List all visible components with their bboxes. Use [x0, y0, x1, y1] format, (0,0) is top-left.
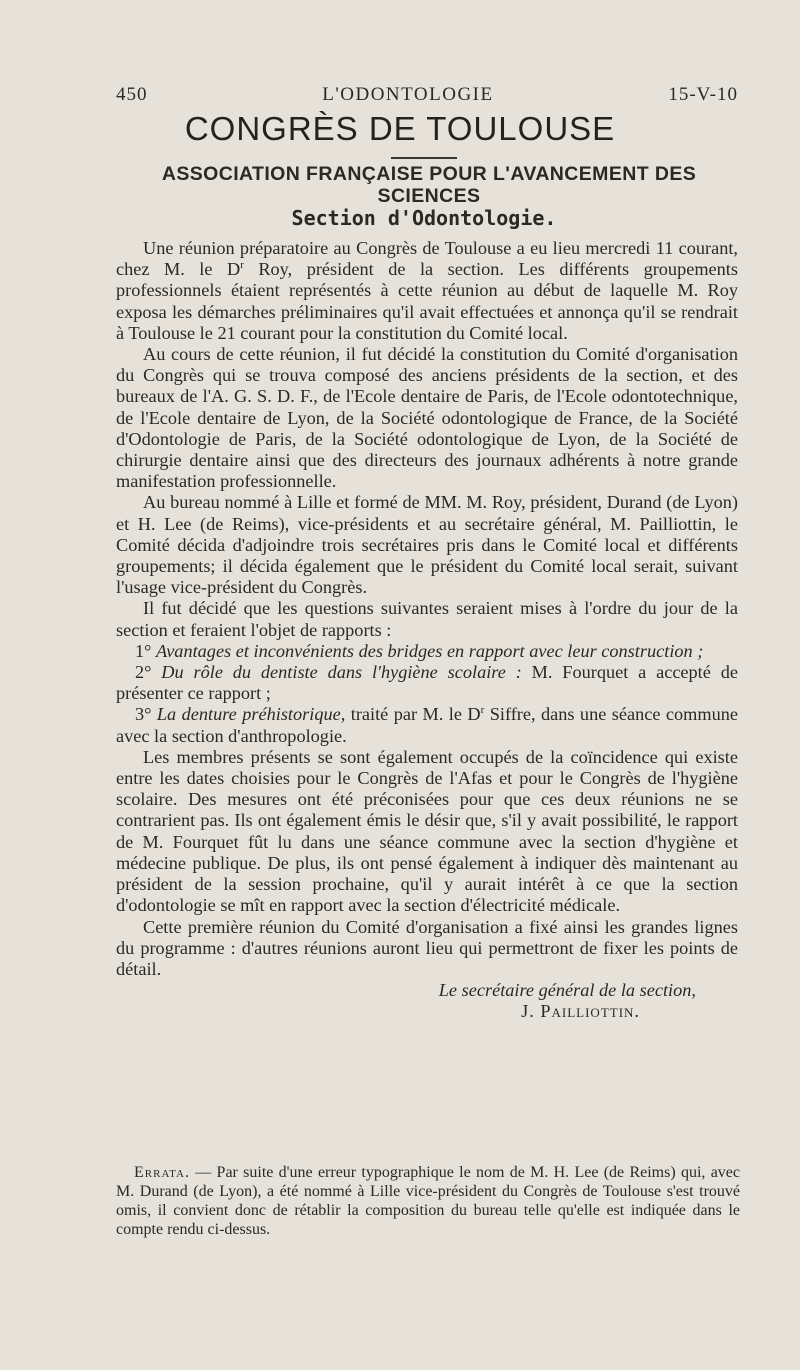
report-topic-2: 2° Du rôle du dentiste dans l'hygiène scolaire : M. Fourquet a accepté de présenter ce rapport ;: [116, 662, 738, 704]
running-head: [116, 84, 738, 106]
errata-label: Errata.: [134, 1164, 190, 1181]
paragraph: Au cours de cette réunion, il fut décidé la constitution du Comité d'organisation du Congrès qui se trouva composé des anciens présidents de la section, et des bureaux de l'A. G. S. D. F., de l'Ecole dentaire de Paris, de l'Ecole odontotechnique, de l'Ecole dentaire de Lyon, de la Société odontologique de France, de la Société d'Odontologie de Paris, de la Société odontologique de Lyon, de la Société de chirurgie dentaire ainsi que des directeurs des journaux adhérents à notre grande manifestation professionnelle.: [116, 344, 738, 492]
article-body: [116, 238, 738, 1023]
issue-date: 15-V-10: [668, 84, 738, 105]
signature-name: J. Pailliottin.: [521, 1001, 640, 1022]
signature-role: Le secrétaire général de la section,: [438, 980, 696, 1001]
paragraph: Il fut décidé que les questions suivantes seraient mises à l'ordre du jour de la section et feraient l'objet de rapports :: [116, 598, 738, 640]
report-topic-1: 1° Avantages et inconvénients des bridges en rapport avec leur construction ;: [135, 640, 704, 661]
journal-title: L'ODONTOLOGIE: [322, 84, 494, 105]
paragraph: Au bureau nommé à Lille et formé de MM. M. Roy, président, Durand (de Lyon) et H. Lee (de Reims), vice-présidents et au secrétaire général, M. Pailliottin, le Comité décida d'adjoindre trois secrétaires pris dans le Comité local et différents groupements; il décida également que le président du Comité local serait, suivant l'usage vice-président du Congrès.: [116, 492, 738, 598]
section-heading: Section d'Odontologie.: [291, 206, 557, 230]
report-topic-3: 3° La denture préhistorique, traité par M. le $D^r$ Siffre, dans une séance commune avec la section d'anthropologie.: [116, 704, 738, 746]
article-title: CONGRÈS DE TOULOUSE: [184, 110, 616, 147]
errata-note: [116, 1163, 740, 1239]
title-rule: [391, 157, 457, 159]
paragraph: Cette première réunion du Comité d'organisation a fixé ainsi les grandes lignes du programme : d'autres réunions auront lieu qui permettront de fixer les points de détail.: [116, 916, 738, 979]
paragraph: Une réunion préparatoire au Congrès de Toulouse a eu lieu mercredi 11 courant, chez M. le $D^r$ Roy, président de la section. Les différents groupements professionnels étaient représentés à cette réunion au début de laquelle M. Roy exposa les démarches préliminaires qu'il avait effectuées et annonça qu'il se rendrait à Toulouse le 21 courant pour la constitution du Comité local.: [116, 238, 738, 343]
association-heading: ASSOCIATION FRANÇAISE POUR L'AVANCEMENT DES SCIENCES: [161, 163, 697, 207]
page-number: 450: [116, 84, 148, 105]
paragraph: Les membres présents se sont également occupés de la coïncidence qui existe entre les dates choisies pour le Congrès de l'Afas et pour le Congrès de l'hygiène scolaire. Des mesures ont été préconisées pour que ces deux réunions ne se contrarient pas. Ils ont également émis le désir que, s'il y avait possibilité, le rapport de M. Fourquet fût lu dans une séance commune avec la section d'hygiène et médecine publique. De plus, ils ont pensé également à indiquer dès maintenant au président de la session prochaine, qu'il y aurait intérêt à ce que la section d'odontologie se mît en rapport avec la section d'électricité médicale.: [116, 746, 738, 916]
errata-text: — Par suite d'une erreur typographique le nom de M. H. Lee (de Reims) qui, avec M. Durand (de Lyon), a été nommé à Lille vice-président du Congrès de Toulouse s'est trouvé omis, il convient donc de rétablir la composition du bureau telle qu'elle est indiquée dans le compte rendu ci-dessus.: [116, 1164, 740, 1238]
